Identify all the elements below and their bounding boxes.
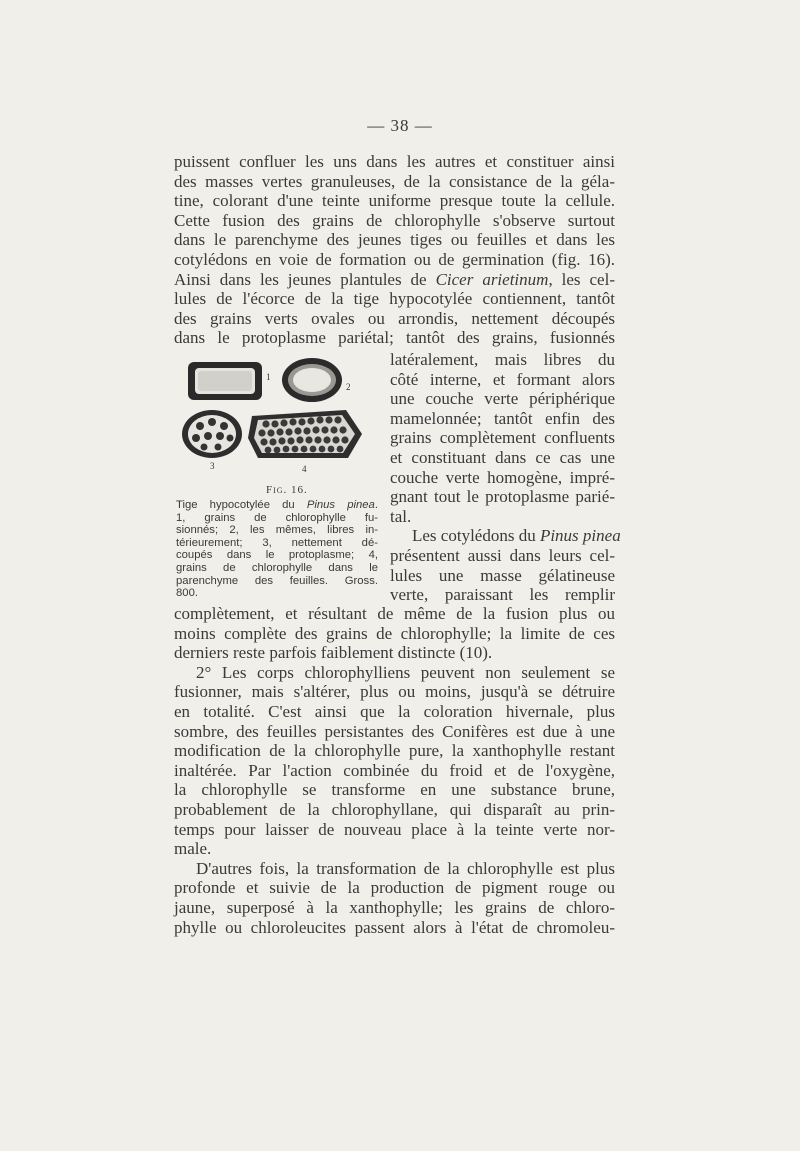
caption-line: térieurement; 3, nettement dé- [176,536,378,549]
paragraph-top [174,152,615,348]
text-line: latéralement, mais libres du [390,350,615,369]
caption-line: Tige hypocotylée du Pinus pinea. [176,499,378,511]
text-line: fusionner, mais s'altérer, plus ou moins, jusqu'à se détruire [174,682,615,702]
figure-label-4: 4 [302,464,307,474]
text-line: lules une masse gélatineuse [390,565,615,585]
text-line: jaune, superposé à la xanthophylle; les grains de chloro- [174,897,615,917]
text-line: une couche verte périphérique [390,389,615,409]
text-line: verte, paraissant les remplir [390,585,615,605]
text-line: cotylédons en voie de formation ou de germination (fig. 16). [174,249,615,269]
text-line: mamelonnée; tantôt enfin des [390,408,615,428]
text-line: probablement de la chlorophyllane, qui disparaît au prin- [174,799,615,819]
text-line: côté interne, et formant alors [390,369,615,389]
text-line: la chlorophylle se transforme en une substance brune, [174,780,615,800]
text-line: Ainsi dans les jeunes plantules de Cicer arietinum, les cel- [174,269,615,289]
text-line: derniers reste parfois faiblement distincte (10). [174,643,493,663]
text-line: 2° Les corps chlorophylliens peuvent non seulement se [196,662,615,682]
text-line: Les cotylédons du Pinus pinea [412,526,621,546]
caption-line: 800. [176,587,198,600]
cell-4-parenchyma-grains [248,410,362,458]
text-line: Cette fusion des grains de chlorophylle s'observe surtout [174,210,615,230]
species-name: Pinus pinea [539,526,621,546]
text-line: des masses vertes granuleuses, de la consistance de la géla- [174,171,615,191]
page-number: — 38 — [367,116,433,135]
figure-label-3: 3 [210,461,215,471]
text-line: et constituant dans ce cas une [390,447,615,467]
paragraph-bottom [174,604,615,937]
text-line: gnant tout le protoplasme parié- [390,487,615,507]
text-line: des grains verts ovales ou arrondis, nettement découpés [174,308,615,328]
caption-line: sionnés; 2, les mêmes, libres in- [176,524,378,537]
figure-16-illustration [176,354,378,484]
figure-caption [176,499,378,600]
text-line: présentent aussi dans leurs cel- [390,545,615,565]
caption-line: coupés dans le protoplasme; 4, [176,549,378,562]
caption-line: parenchyme des feuilles. Gross. [176,574,378,587]
caption-line: 1, grains de chlorophylle fu- [176,511,378,524]
figure-label-2: 2 [346,382,351,392]
text-line: tine, colorant d'une teinte uniforme presque toute la cellule. [174,191,615,211]
caption-line: grains de chlorophylle dans le [176,561,378,574]
text-line: modification de la chlorophylle pure, la xanthophylle restant [174,741,615,761]
species-name: Cicer arietinum [435,269,549,289]
cell-3-distinct-grains [182,410,242,458]
cell-2-free-grains [282,358,342,402]
text-line: moins complète des grains de chlorophylle; la limite de ces [174,623,615,643]
text-line: grains complètement confluents [390,428,615,448]
text-line: tal. [390,506,412,526]
text-line: complètement, et résultant de même de la fusion plus ou [174,604,615,623]
cell-1-fused-grains [188,362,262,400]
text-line: dans le parenchyme des jeunes tiges ou feuilles et dans les [174,230,615,250]
text-line: male. [174,839,212,859]
text-line: lules de l'écorce de la tige hypocotylée contiennent, tantôt [174,289,615,309]
figure-number: Fig. 16. [266,484,308,496]
text-line: sombre, des feuilles persistantes des Conifères est due à une [174,721,615,741]
text-line: puissent confluer les uns dans les autres et constituer ainsi [174,152,615,171]
text-line: temps pour laisser de nouveau place à la teinte verte nor- [174,819,615,839]
text-line: phylle ou chloroleucites passent alors à l'état de chromoleu- [174,917,615,937]
figure-label-1: 1 [266,372,271,382]
text-line: dans le protoplasme pariétal; tantôt des grains, fusionnés [174,328,615,348]
text-line: en totalité. C'est ainsi que la coloration hivernale, plus [174,701,615,721]
paragraph-beside-figure [390,350,621,605]
text-line: profonde et suivie de la production de pigment rouge ou [174,878,615,898]
species-name: Pinus pinea [306,499,375,511]
text-line: couche verte homogène, impré- [390,467,615,487]
text-line: inaltérée. Par l'action combinée du froid et de l'oxygène, [174,760,615,780]
text-line: D'autres fois, la transformation de la chlorophylle est plus [196,858,615,878]
